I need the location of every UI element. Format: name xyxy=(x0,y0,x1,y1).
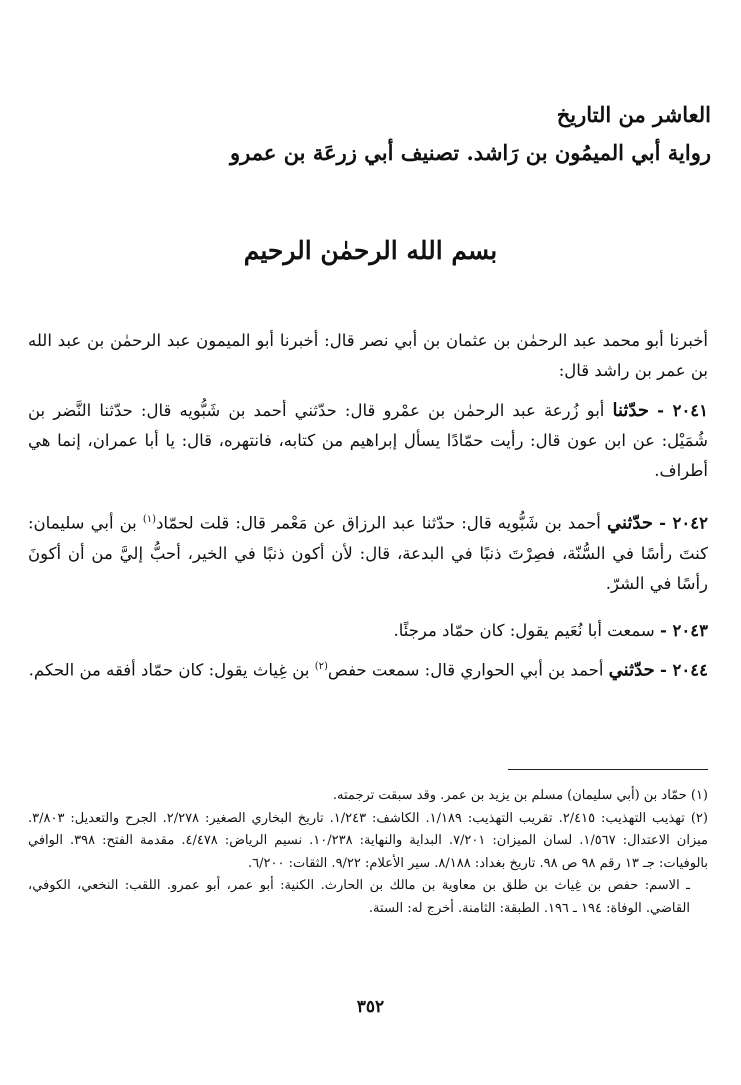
entry-number: ٢٠٤١ - xyxy=(657,401,709,420)
entry-text: سمعت أبا نُعَيم يقول: كان حمّاد مرجئًا. xyxy=(393,621,655,640)
entry-keyword: حدّثني xyxy=(608,659,655,681)
entry-text-cont: بن غِياث يقول: كان حمّاد أفقه من الحكم. xyxy=(28,660,310,680)
footnote-ref-2[interactable]: (٢) xyxy=(314,661,328,672)
footnotes xyxy=(28,785,708,920)
page-number: ٣٥٢ xyxy=(356,997,385,1017)
entry-2044 xyxy=(28,652,708,686)
entry-text: أحمد بن أبي الحواري قال: سمعت حفص xyxy=(327,660,604,680)
basmala-heading: بسم الله الرحمٰن الرحيم xyxy=(243,236,498,265)
entry-text-cont: بن أبي سليمان: كنتَ رأسًا في السُّنّة، فصِرْتَ ذنبًا في البدعة، قال: لأن أكون ذنبًا في الخير، أحبُّ إليَّ من أن أكونَ رأسًا في الشرّ. xyxy=(28,513,708,593)
footnote-divider xyxy=(508,769,708,770)
footnote-ref-1[interactable]: (١) xyxy=(142,514,157,525)
entry-number: ٢٠٤٣ - xyxy=(659,621,708,640)
footnote-1: (١) حمّاد بن (أبي سليمان) مسلم بن يزيد بن عمر. وقد سبقت ترجمته. xyxy=(332,788,708,803)
entry-2043 xyxy=(28,616,708,646)
entry-number: ٢٠٤٢ - xyxy=(659,513,708,533)
entry-2041 xyxy=(28,396,708,486)
footnote-2: (٢) تهذيب التهذيب: ٢/٤١٥. تقريب التهذيب: ١/١٨٩. الكاشف: ١/٢٤٣. تاريخ البخاري الصغير: ٢/٢٧٨. الجرح والتعديل: ٣/٨٠٣. ميزان الاعتدال: ١/٥٦٧. لسان الميزان: ٧/٢٠١. البداية والنهاية: ١٠/٢٣٨. نسيم الرياض: ٤/٤٧٨. مقدمة الفتح: ٣٩٨. الوافي بالوفيات: جـ ١٣ رقم ٩٨ ص ٩٨. تاريخ بغداد: ٨/١٨٨. سير الأعلام: ٩/٢٢. الثقات: ٦/٢٠٠. xyxy=(28,810,709,871)
entry-2042 xyxy=(28,505,708,599)
entry-keyword: حدّثنا xyxy=(612,400,650,421)
entry-keyword: حدّثني xyxy=(606,512,654,534)
header-subtitle: رواية أبي الميمُون بن رَاشد. تصنيف أبي زرعَة بن عمرو xyxy=(229,140,711,165)
entry-number: ٢٠٤٤ - xyxy=(659,660,708,680)
footnote-2-details: ـ الاسم: حفص بن غِياث بن طلق بن معاوية بن مالك بن الحارث. الكنية: أبو عمر، أبو عمرو. اللقب: النخعي، الكوفي، القاضي. الوفاة: ١٩٤ ـ ١٩٦. الطبقة: الثامنة. أخرج له: الستة. xyxy=(28,878,690,916)
entry-text: أبو زُرعة عبد الرحمٰن بن عمْرو قال: حدّثني أحمد بن شَبُّويه قال: حدّثنا النَّضر بن شُمَيْل: عن ابن عون قال: رأيت حمّادًا يسأل إبراهيم من كتابه، فانتهره، قال: يا أبا عمران، إنما هي أطراف. xyxy=(28,401,708,480)
entry-text: أحمد بن شَبُّويه قال: حدّثنا عبد الرزاق عن مَعْمر قال: قلت لحمّاد xyxy=(156,513,601,533)
intro-paragraph: أخبرنا أبو محمد عبد الرحمٰن بن عثمان بن أبي نصر قال: أخبرنا أبو الميمون عبد الرحمٰن بن عبد الله بن عمر بن راشد قال: xyxy=(28,331,708,380)
header-title: العاشر من التاريخ xyxy=(556,102,711,127)
